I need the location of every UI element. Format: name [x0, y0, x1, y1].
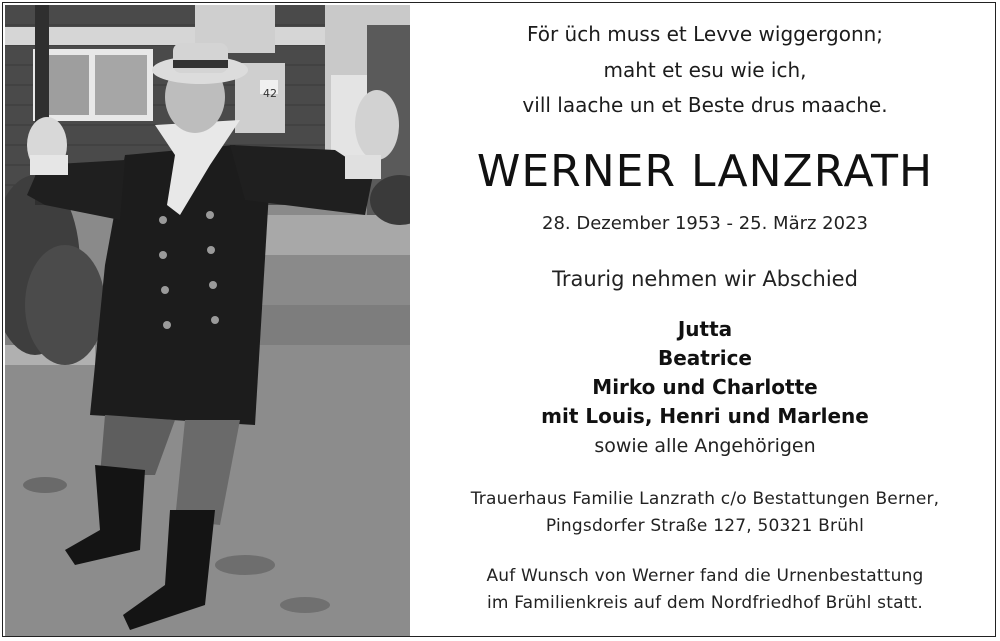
family-line-4: mit Louis, Henri und Marlene — [541, 404, 869, 428]
family-line-1: Jutta — [677, 317, 733, 341]
address-line-1: Trauerhaus Familie Lanzrath c/o Bestattungen Berner, — [470, 489, 940, 509]
life-dates: 28. Dezember 1953 - 25. März 2023 — [542, 213, 868, 234]
portrait-photo — [5, 5, 410, 636]
mourning-intro: Traurig nehmen wir Abschied — [552, 267, 858, 291]
poem-line-3: vill laache un et Beste drus maache. — [522, 93, 888, 117]
obituary-text — [410, 0, 1000, 641]
deceased-name: WERNER LANZRATH — [476, 146, 934, 197]
other-relatives: sowie alle Angehörigen — [594, 435, 816, 457]
family-line-2: Beatrice — [657, 346, 752, 370]
family-line-3: Mirko und Charlotte — [592, 375, 818, 399]
address-line-2: Pingsdorfer Straße 127, 50321 Brühl — [545, 516, 865, 536]
note-line-2: im Familienkreis auf dem Nordfriedhof Brühl statt. — [486, 593, 924, 613]
house-number-sign: 42 — [263, 87, 277, 100]
note-line-1: Auf Wunsch von Werner fand die Urnenbestattung — [486, 566, 924, 586]
poem-line-1: För üch muss et Levve wiggergonn; — [526, 22, 884, 46]
poem-line-2: maht et esu wie ich, — [603, 58, 807, 82]
